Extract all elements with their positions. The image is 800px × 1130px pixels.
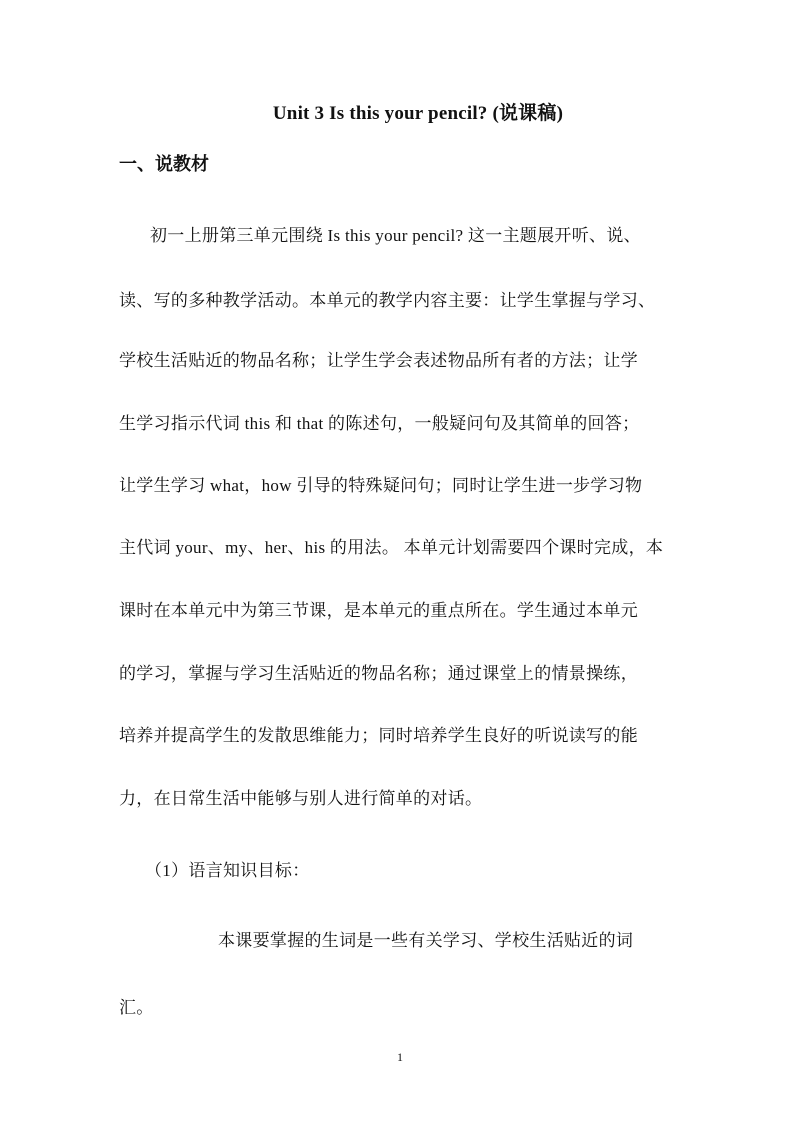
- paragraph-line-2: 读、写的多种教学活动。本单元的教学内容主要：让学生掌握与学习、: [119, 291, 656, 310]
- paragraph-line-7: 课时在本单元中为第三节课，是本单元的重点所在。学生通过本单元: [119, 601, 638, 620]
- subheading-language-knowledge: （1）语言知识目标：: [145, 861, 310, 880]
- page-number: 1: [397, 1050, 403, 1064]
- vocab-line-2: 汇。: [119, 998, 154, 1017]
- paragraph-line-5: 让学生学习 what，how 引导的特殊疑问句；同时让学生进一步学习物: [119, 476, 643, 495]
- paragraph-line-1: 初一上册第三单元围绕 Is this your pencil? 这一主题展开听、说、: [150, 226, 641, 245]
- paragraph-line-8: 的学习，掌握与学习生活贴近的物品名称；通过课堂上的情景操练，: [119, 664, 638, 683]
- paragraph-line-4: 生学习指示代词 this 和 that 的陈述句，一般疑问句及其简单的回答；: [119, 414, 640, 433]
- paragraph-line-6: 主代词 your、my、her、his 的用法。 本单元计划需要四个课时完成，本: [119, 538, 664, 557]
- paragraph-line-9: 培养并提高学生的发散思维能力；同时培养学生良好的听说读写的能: [119, 726, 638, 745]
- vocab-line-1: 本课要掌握的生词是一些有关学习、学校生活贴近的词: [218, 931, 634, 950]
- paragraph-line-3: 学校生活贴近的物品名称；让学生学会表述物品所有者的方法；让学: [119, 351, 638, 370]
- document-title: Unit 3 Is this your pencil? (说课稿): [272, 103, 564, 124]
- section-heading: 一、说教材: [119, 154, 209, 174]
- paragraph-line-10: 力，在日常生活中能够与别人进行简单的对话。: [119, 789, 483, 808]
